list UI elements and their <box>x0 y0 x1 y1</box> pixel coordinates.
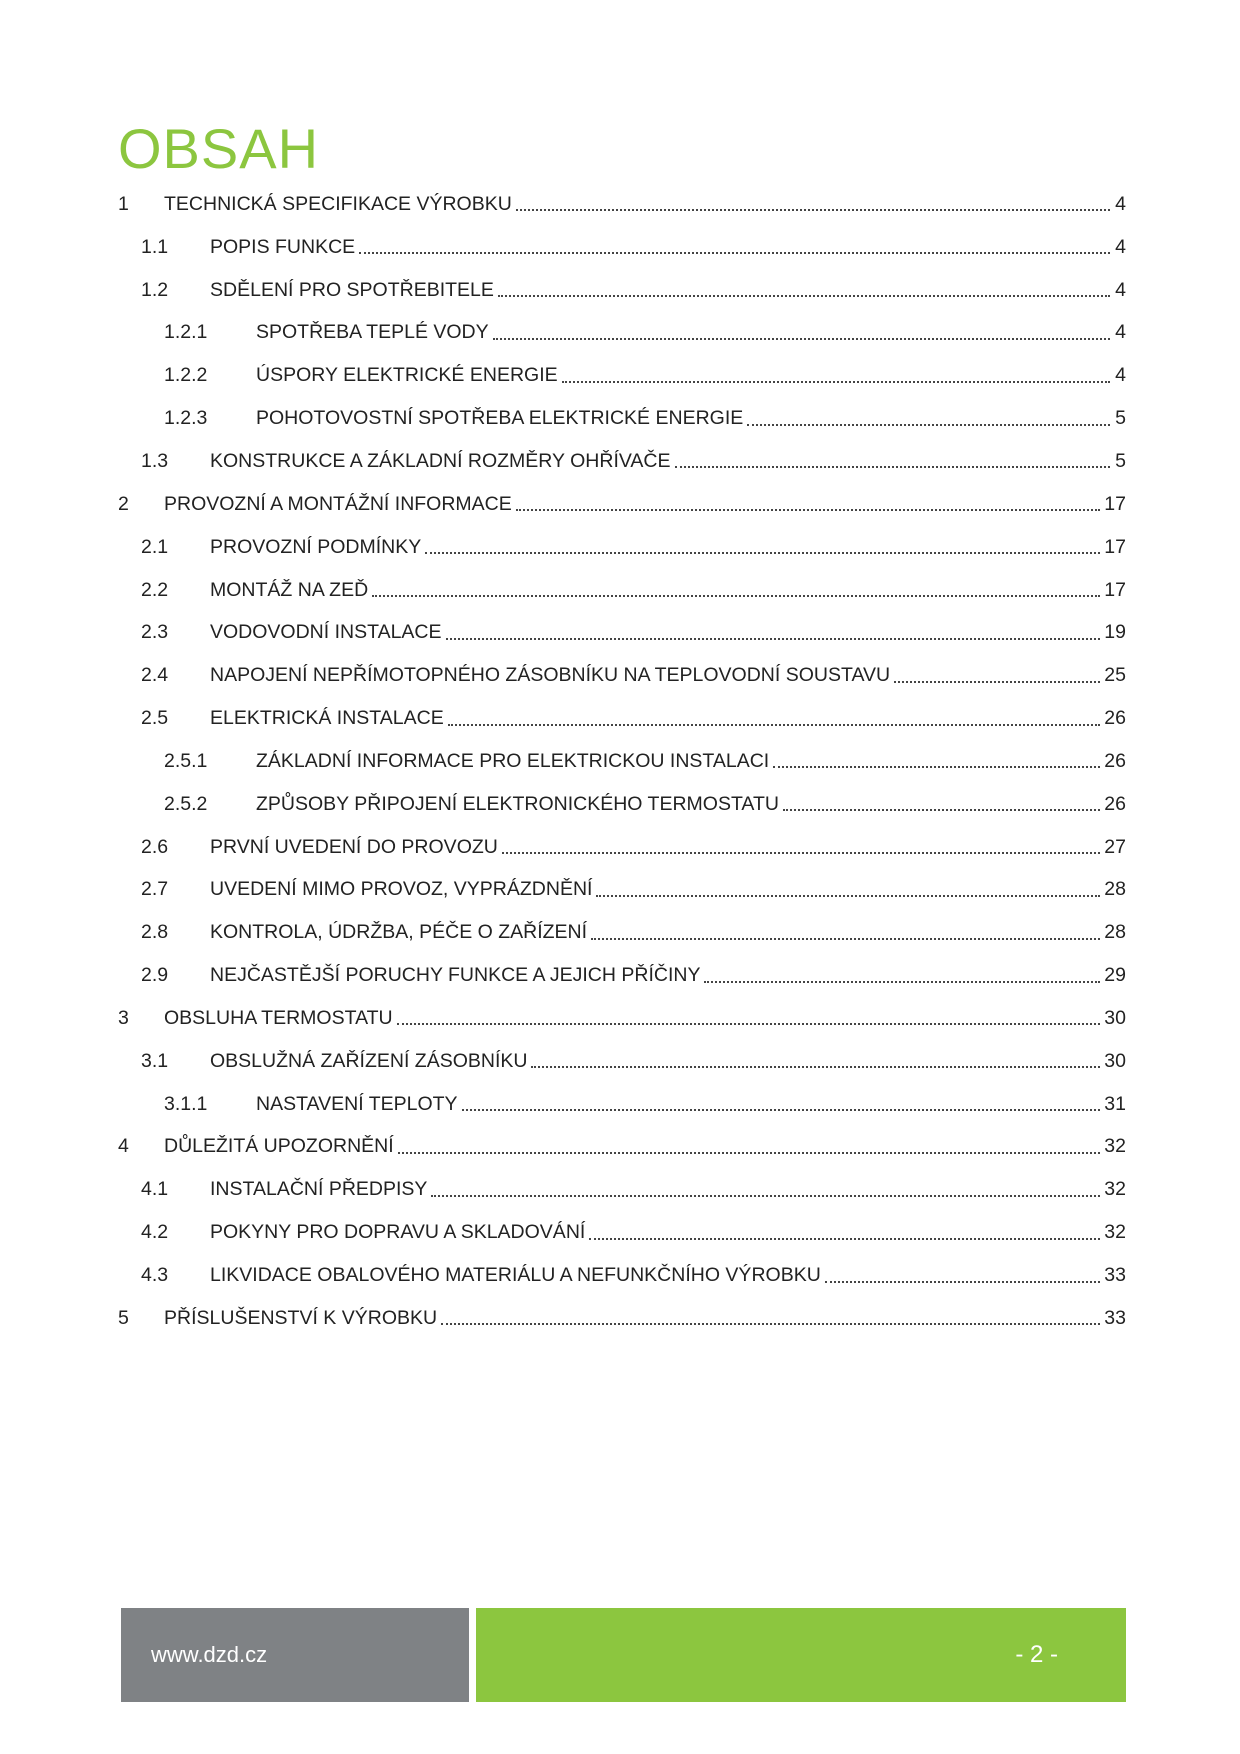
toc-entry[interactable] <box>118 269 1126 312</box>
toc-entry[interactable] <box>118 1040 1126 1083</box>
toc-entry-page: 27 <box>1104 835 1126 858</box>
toc-entry-page: 5 <box>1115 449 1126 472</box>
footer-page-number-bar <box>476 1608 1126 1702</box>
toc-entry-page: 32 <box>1104 1135 1126 1158</box>
toc-entry-number: 5 <box>118 1306 129 1329</box>
toc-entry-number: 1.2.1 <box>164 321 208 344</box>
toc-entry[interactable] <box>118 783 1126 826</box>
toc-entry-page: 26 <box>1104 707 1126 730</box>
toc-entry-label: SDĚLENÍ PRO SPOTŘEBITELE <box>210 278 494 301</box>
toc-leader-dots <box>397 1023 1101 1025</box>
toc-entry-number: 1.2.2 <box>164 364 208 387</box>
toc-leader-dots <box>516 209 1110 211</box>
toc-entry-page: 19 <box>1104 621 1126 644</box>
toc-entry[interactable] <box>118 1126 1126 1169</box>
toc-leader-dots <box>562 381 1110 383</box>
toc-entry-label: PŘÍSLUŠENSTVÍ K VÝROBKU <box>164 1306 438 1329</box>
toc-entry[interactable] <box>118 354 1126 397</box>
toc-entry-label: UVEDENÍ MIMO PROVOZ, VYPRÁZDNĚNÍ <box>210 878 593 901</box>
toc-entry[interactable] <box>118 1168 1126 1211</box>
toc-entry[interactable] <box>118 1297 1126 1340</box>
toc-entry-label: LIKVIDACE OBALOVÉHO MATERIÁLU A NEFUNKČNÍHO VÝROBKU <box>210 1264 821 1287</box>
toc-entry-label: DŮLEŽITÁ UPOZORNĚNÍ <box>164 1135 394 1158</box>
toc-entry[interactable] <box>118 183 1126 226</box>
toc-entry-label: PROVOZNÍ PODMÍNKY <box>210 535 422 558</box>
toc-entry-page: 26 <box>1104 749 1126 772</box>
toc-entry[interactable] <box>118 526 1126 569</box>
toc-entry[interactable] <box>118 569 1126 612</box>
toc-entry-page: 26 <box>1104 792 1126 815</box>
toc-entry-label: OBSLUHA TERMOSTATU <box>164 1006 393 1029</box>
toc-entry-label: KONSTRUKCE A ZÁKLADNÍ ROZMĚRY OHŘÍVAČE <box>210 449 671 472</box>
toc-leader-dots <box>783 809 1100 811</box>
toc-entry-page: 33 <box>1104 1306 1126 1329</box>
toc-leader-dots <box>531 1066 1100 1068</box>
toc-entry-number: 1 <box>118 192 129 215</box>
toc-entry-label: INSTALAČNÍ PŘEDPISY <box>210 1178 428 1201</box>
toc-leader-dots <box>704 981 1100 983</box>
page-number: - 2 - <box>1015 1641 1058 1668</box>
toc-entry-label: PROVOZNÍ A MONTÁŽNÍ INFORMACE <box>164 492 512 515</box>
toc-entry-page: 31 <box>1104 1092 1126 1115</box>
toc-leader-dots <box>425 552 1100 554</box>
toc-entry-label: VODOVODNÍ INSTALACE <box>210 621 442 644</box>
toc-entry-page: 28 <box>1104 921 1126 944</box>
toc-entry-label: TECHNICKÁ SPECIFIKACE VÝROBKU <box>164 192 512 215</box>
toc-entry-number: 4.3 <box>141 1264 169 1287</box>
toc-entry-label: MONTÁŽ NA ZEĎ <box>210 578 369 601</box>
toc-entry-number: 2.1 <box>141 535 169 558</box>
toc-entry-number: 2.9 <box>141 964 169 987</box>
toc-entry-label: OBSLUŽNÁ ZAŘÍZENÍ ZÁSOBNÍKU <box>210 1049 528 1072</box>
toc-leader-dots <box>589 1238 1100 1240</box>
footer-website <box>121 1608 469 1702</box>
toc-entry-label: POKYNY PRO DOPRAVU A SKLADOVÁNÍ <box>210 1221 586 1244</box>
toc-entry-number: 2.5.1 <box>164 749 208 772</box>
toc-entry-page: 32 <box>1104 1178 1126 1201</box>
toc-leader-dots <box>441 1323 1100 1325</box>
toc-entry[interactable] <box>118 1254 1126 1297</box>
toc-entry-number: 4.1 <box>141 1178 169 1201</box>
toc-entry-page: 4 <box>1115 364 1126 387</box>
toc-entry[interactable] <box>118 697 1126 740</box>
toc-entry-number: 2.3 <box>141 621 169 644</box>
toc-entry-number: 1.2.3 <box>164 407 208 430</box>
toc-entry-page: 29 <box>1104 964 1126 987</box>
toc-leader-dots <box>502 852 1100 854</box>
toc-entry-page: 30 <box>1104 1049 1126 1072</box>
toc-entry[interactable] <box>118 483 1126 526</box>
toc-entry-number: 1.3 <box>141 449 169 472</box>
toc-entry-page: 4 <box>1115 278 1126 301</box>
toc-entry-number: 2.5.2 <box>164 792 208 815</box>
toc-entry-label: NEJČASTĚJŠÍ PORUCHY FUNKCE A JEJICH PŘÍČINY <box>210 964 701 987</box>
toc-entry-page: 25 <box>1104 664 1126 687</box>
toc-leader-dots <box>398 1152 1101 1154</box>
toc-leader-dots <box>359 252 1110 254</box>
toc-entry-page: 4 <box>1115 192 1126 215</box>
toc-entry[interactable] <box>118 997 1126 1040</box>
toc-entry-number: 2.6 <box>141 835 169 858</box>
toc-entry-page: 30 <box>1104 1006 1126 1029</box>
toc-entry[interactable] <box>118 226 1126 269</box>
toc-entry-number: 1.2 <box>141 278 169 301</box>
toc-entry-number: 2.5 <box>141 707 169 730</box>
toc-leader-dots <box>431 1195 1100 1197</box>
toc-entry-number: 2.8 <box>141 921 169 944</box>
toc-leader-dots <box>591 938 1100 940</box>
toc-leader-dots <box>516 509 1101 511</box>
toc-entry-page: 17 <box>1104 578 1126 601</box>
page-title: OBSAH <box>118 116 320 180</box>
toc-entry-number: 4 <box>118 1135 129 1158</box>
toc-entry-number: 4.2 <box>141 1221 169 1244</box>
toc-entry-number: 3.1.1 <box>164 1092 208 1115</box>
toc-entry-page: 32 <box>1104 1221 1126 1244</box>
toc-entry-label: SPOTŘEBA TEPLÉ VODY <box>256 321 489 344</box>
toc-entry-page: 17 <box>1104 492 1126 515</box>
toc-entry-label: KONTROLA, ÚDRŽBA, PÉČE O ZAŘÍZENÍ <box>210 921 588 944</box>
toc-entry-page: 5 <box>1115 407 1126 430</box>
toc-leader-dots <box>825 1281 1101 1283</box>
toc-entry-number: 3.1 <box>141 1049 169 1072</box>
toc-entry[interactable] <box>118 654 1126 697</box>
toc-entry-page: 28 <box>1104 878 1126 901</box>
toc-entry[interactable] <box>118 1211 1126 1254</box>
toc-entry[interactable] <box>118 611 1126 654</box>
toc-entry-label: NASTAVENÍ TEPLOTY <box>256 1092 458 1115</box>
toc-leader-dots <box>498 295 1110 297</box>
toc-entry-label: NAPOJENÍ NEPŘÍMOTOPNÉHO ZÁSOBNÍKU NA TEPLOVODNÍ SOUSTAVU <box>210 664 891 687</box>
toc-entry-label: PRVNÍ UVEDENÍ DO PROVOZU <box>210 835 498 858</box>
toc-entry[interactable] <box>118 740 1126 783</box>
toc-entry[interactable] <box>118 911 1126 954</box>
toc-entry-number: 2.7 <box>141 878 169 901</box>
toc-entry-label: ÚSPORY ELEKTRICKÉ ENERGIE <box>256 364 558 387</box>
toc-leader-dots <box>493 338 1110 340</box>
toc-leader-dots <box>448 724 1101 726</box>
toc-entry-label: ZÁKLADNÍ INFORMACE PRO ELEKTRICKOU INSTALACI <box>256 749 770 772</box>
toc-entry-label: POPIS FUNKCE <box>210 235 356 258</box>
toc-entry-label: ZPŮSOBY PŘIPOJENÍ ELEKTRONICKÉHO TERMOSTATU <box>256 792 779 815</box>
toc-entry[interactable] <box>118 440 1126 483</box>
toc-entry-number: 2.2 <box>141 578 169 601</box>
toc-leader-dots <box>596 895 1100 897</box>
toc-entry[interactable] <box>118 312 1126 355</box>
toc-entry-label: ELEKTRICKÁ INSTALACE <box>210 707 444 730</box>
toc-entry-label: POHOTOVOSTNÍ SPOTŘEBA ELEKTRICKÉ ENERGIE <box>256 407 744 430</box>
website-url[interactable]: www.dzd.cz <box>151 1642 268 1667</box>
toc-entry[interactable] <box>118 869 1126 912</box>
toc-entry[interactable] <box>118 826 1126 869</box>
toc-leader-dots <box>894 681 1100 683</box>
toc-entry-page: 33 <box>1104 1264 1126 1287</box>
toc-entry-number: 1.1 <box>141 235 169 258</box>
toc-entry-page: 4 <box>1115 321 1126 344</box>
toc-entry[interactable] <box>118 1083 1126 1126</box>
toc-leader-dots <box>446 638 1101 640</box>
toc-entry[interactable] <box>118 954 1126 997</box>
toc-entry-page: 4 <box>1115 235 1126 258</box>
toc-entry-number: 2.4 <box>141 664 169 687</box>
toc-leader-dots <box>773 766 1100 768</box>
toc-leader-dots <box>747 424 1110 426</box>
toc-entry-number: 3 <box>118 1006 129 1029</box>
toc-entry-number: 2 <box>118 492 129 515</box>
toc-leader-dots <box>372 595 1100 597</box>
table-of-contents <box>118 183 1126 1340</box>
toc-entry-page: 17 <box>1104 535 1126 558</box>
toc-leader-dots <box>675 466 1110 468</box>
toc-entry[interactable] <box>118 397 1126 440</box>
toc-leader-dots <box>462 1109 1101 1111</box>
